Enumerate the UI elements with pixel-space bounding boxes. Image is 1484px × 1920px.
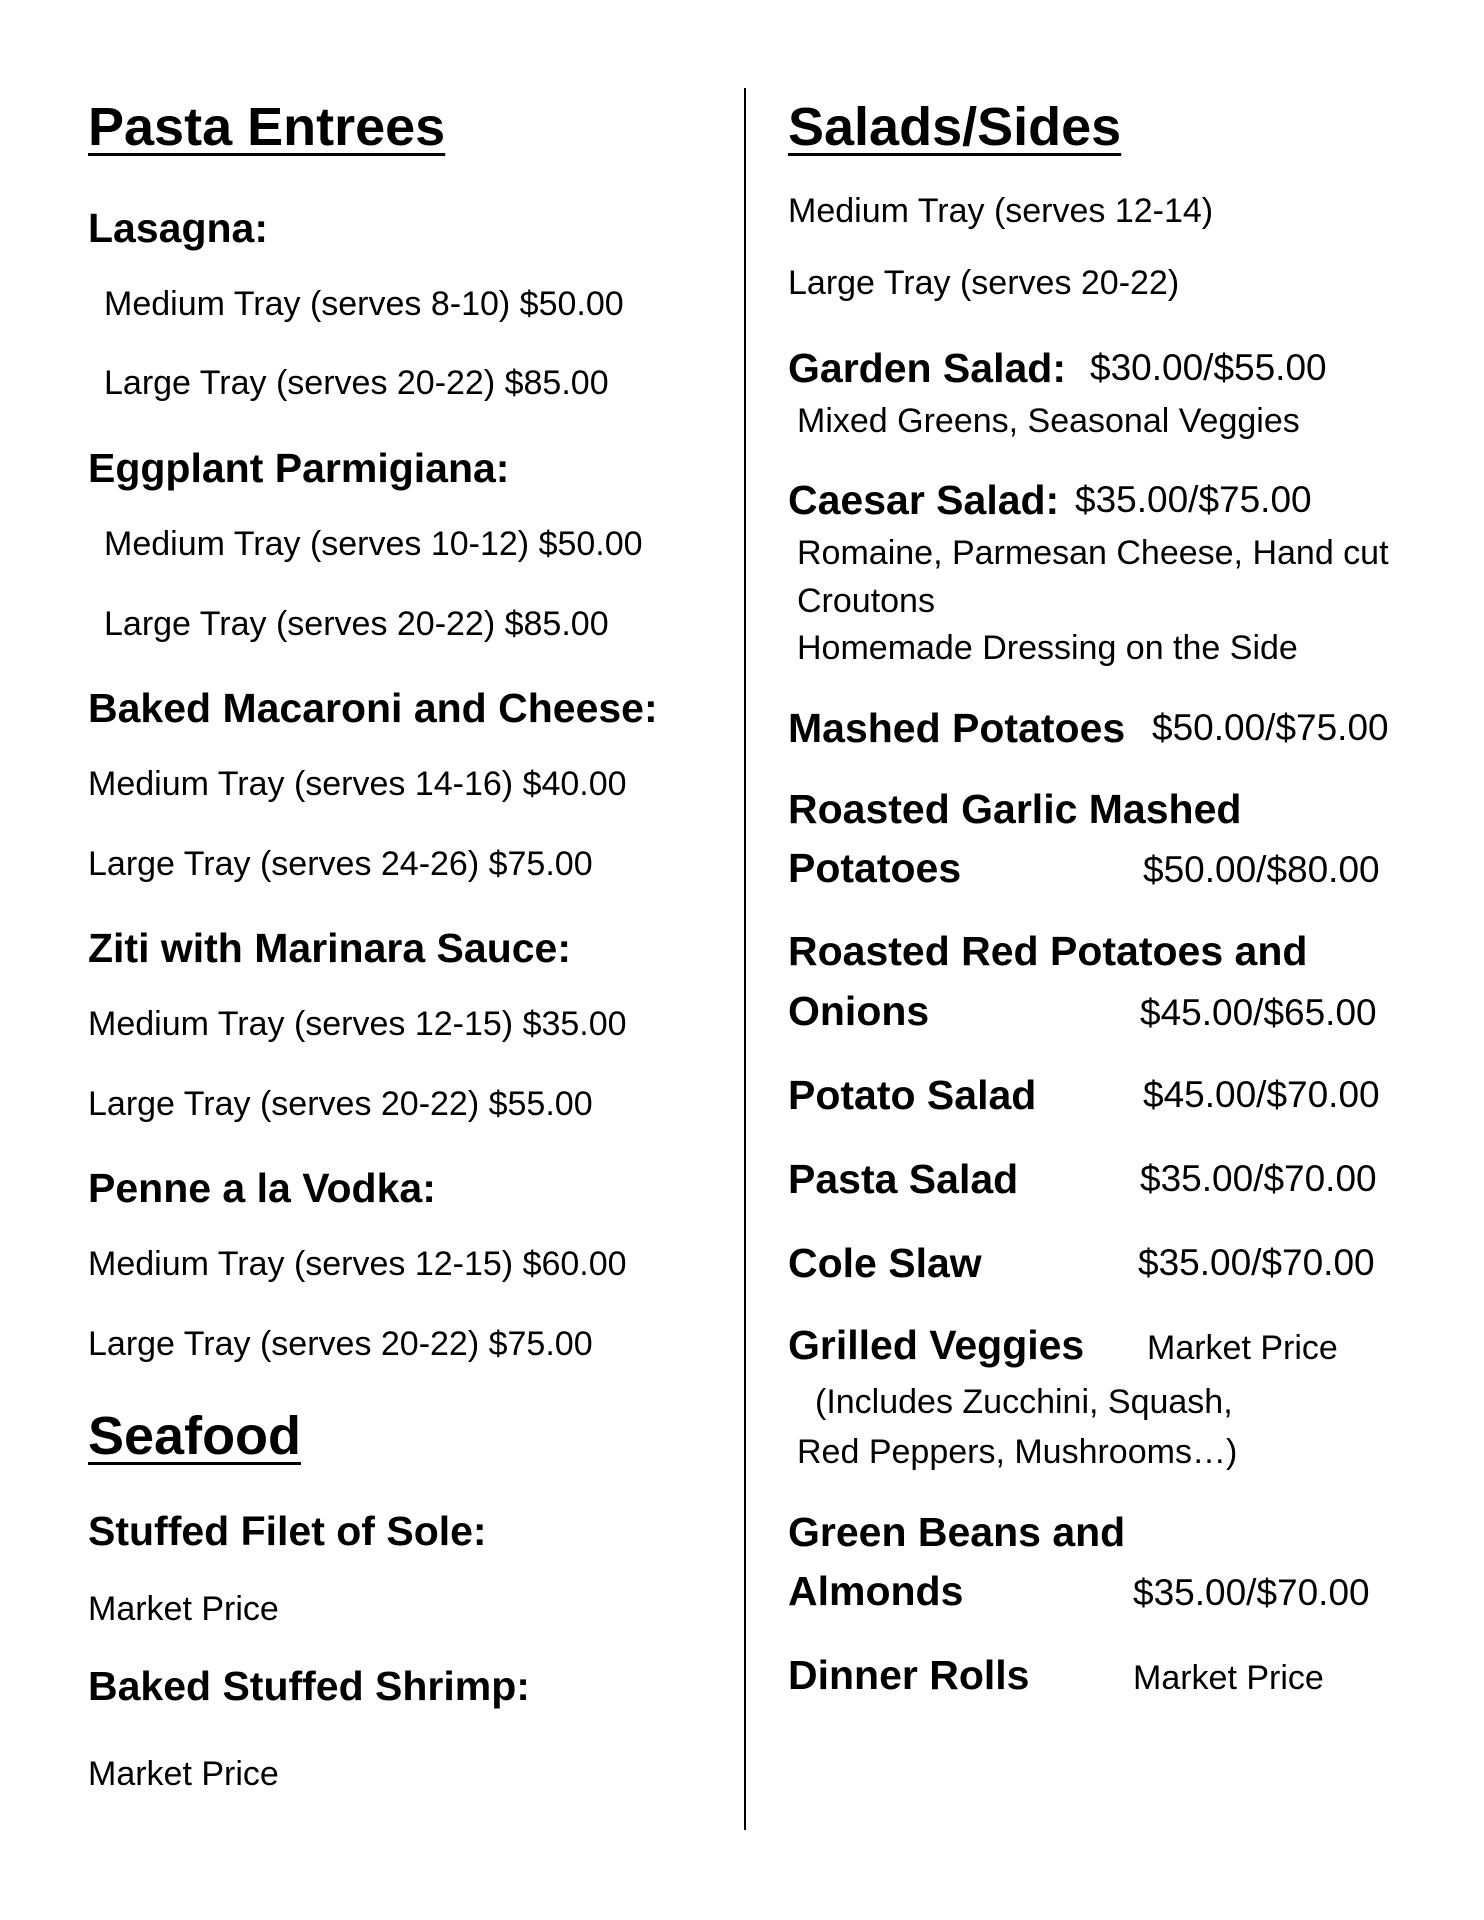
garden-salad-name: Garden Salad: [788,345,1066,391]
lasagna-large: Large Tray (serves 20-22) $85.00 [104,364,609,402]
seafood-heading: Seafood [88,1406,302,1466]
red-potatoes-name-1: Roasted Red Potatoes and [788,928,1308,974]
sole-price: Market Price [88,1590,279,1628]
sole-name: Stuffed Filet of Sole: [88,1508,487,1554]
garlic-mashed-name-1: Roasted Garlic Mashed [788,786,1242,832]
cole-slaw-name: Cole Slaw [788,1240,982,1286]
penne-medium: Medium Tray (serves 12-15) $60.00 [88,1245,627,1283]
eggplant-medium: Medium Tray (serves 10-12) $50.00 [104,525,643,563]
cole-slaw-price: $35.00/$70.00 [1138,1242,1375,1283]
grilled-veggies-desc-2: Red Peppers, Mushrooms…) [797,1433,1238,1471]
garden-salad-price: $30.00/$55.00 [1090,347,1327,388]
caesar-salad-desc-3: Homemade Dressing on the Side [797,629,1298,667]
salads-sides-heading: Salads/Sides [788,97,1122,157]
garlic-mashed-name-2: Potatoes [788,845,962,891]
lasagna-name: Lasagna: [88,205,268,251]
column-divider [744,88,746,1830]
caesar-salad-price: $35.00/$75.00 [1075,479,1312,520]
shrimp-name: Baked Stuffed Shrimp: [88,1663,530,1709]
macaroni-name: Baked Macaroni and Cheese: [88,685,658,731]
dinner-rolls-name: Dinner Rolls [788,1652,1030,1698]
grilled-veggies-name: Grilled Veggies [788,1322,1085,1368]
grilled-veggies-price: Market Price [1147,1329,1338,1367]
ziti-name: Ziti with Marinara Sauce: [88,925,571,971]
ziti-large: Large Tray (serves 20-22) $55.00 [88,1085,593,1123]
dinner-rolls-price: Market Price [1133,1659,1324,1697]
mashed-potatoes-price: $50.00/$75.00 [1152,707,1389,748]
green-beans-name-1: Green Beans and [788,1509,1126,1555]
macaroni-medium: Medium Tray (serves 14-16) $40.00 [88,765,627,803]
medium-tray-note: Medium Tray (serves 12-14) [788,192,1214,230]
pasta-salad-price: $35.00/$70.00 [1140,1158,1377,1199]
mashed-potatoes-name: Mashed Potatoes [788,705,1126,751]
caesar-salad-desc-2: Croutons [797,582,935,620]
potato-salad-name: Potato Salad [788,1072,1037,1118]
penne-large: Large Tray (serves 20-22) $75.00 [88,1325,593,1363]
garlic-mashed-price: $50.00/$80.00 [1143,849,1380,890]
caesar-salad-name: Caesar Salad: [788,477,1060,523]
ziti-medium: Medium Tray (serves 12-15) $35.00 [88,1005,627,1043]
pasta-salad-name: Pasta Salad [788,1156,1019,1202]
large-tray-note: Large Tray (serves 20-22) [788,264,1180,302]
grilled-veggies-desc-1: (Includes Zucchini, Squash, [815,1383,1233,1421]
shrimp-price: Market Price [88,1755,279,1793]
potato-salad-price: $45.00/$70.00 [1143,1074,1380,1115]
penne-name: Penne a la Vodka: [88,1165,436,1211]
macaroni-large: Large Tray (serves 24-26) $75.00 [88,845,593,883]
pasta-entrees-heading: Pasta Entrees [88,97,446,157]
red-potatoes-price: $45.00/$65.00 [1140,992,1377,1033]
caesar-salad-desc-1: Romaine, Parmesan Cheese, Hand cut [797,534,1389,572]
garden-salad-desc: Mixed Greens, Seasonal Veggies [797,402,1300,440]
eggplant-name: Eggplant Parmigiana: [88,445,510,491]
eggplant-large: Large Tray (serves 20-22) $85.00 [104,605,609,643]
red-potatoes-name-2: Onions [788,988,930,1034]
lasagna-medium: Medium Tray (serves 8-10) $50.00 [104,285,624,323]
green-beans-name-2: Almonds [788,1568,964,1614]
green-beans-price: $35.00/$70.00 [1133,1572,1370,1613]
